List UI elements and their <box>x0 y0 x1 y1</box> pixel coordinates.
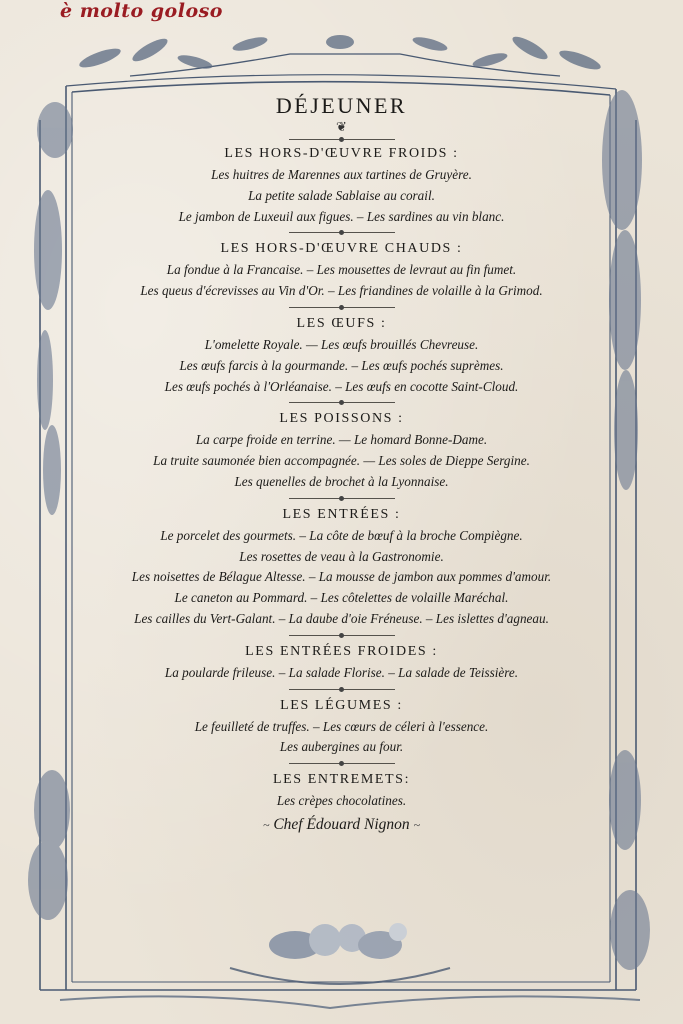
menu-item: Le porcelet des gourmets. – La côte de bœuf à la broche Compiègne. <box>160 527 523 543</box>
menu-item: La petite salade Sablaise au corail. <box>248 187 435 203</box>
flourish-icon: ❦ <box>336 119 347 134</box>
menu-item: Les quenelles de brochet à la Lyonnaise. <box>234 473 449 489</box>
section-items <box>80 260 603 302</box>
menu-item: La carpe froide en terrine. — Le homard Bonne-Dame. <box>195 432 488 448</box>
section-heading: LES POISSONS : <box>279 411 404 427</box>
menu-section <box>80 314 603 397</box>
divider <box>80 227 603 239</box>
section-items <box>80 335 603 397</box>
menu-item: Les aubergines au four. <box>279 739 404 755</box>
menu-item: L'omelette Royale. — Les œufs brouillés Chevreuse. <box>204 336 479 352</box>
section-items <box>80 165 603 227</box>
menu-item: Le caneton au Pommard. – Les côtelettes de volaille Maréchal. <box>174 590 509 606</box>
menu-content <box>80 88 603 836</box>
divider <box>80 684 603 696</box>
section-items <box>80 430 603 492</box>
section-items <box>80 717 603 759</box>
watermark-text: è molto goloso <box>60 0 223 22</box>
menu-section <box>80 144 603 227</box>
menu-item: Le jambon de Luxeuil aux figues. – Les sardines au vin blanc. <box>178 208 505 224</box>
section-heading: LES LÉGUMES : <box>280 697 403 713</box>
menu-section <box>80 239 603 302</box>
menu-item: Les cailles du Vert-Galant. – La daube d'oie Fréneuse. – Les islettes d'agneau. <box>134 610 549 626</box>
section-heading: LES HORS-D'ŒUVRE FROIDS : <box>224 146 459 161</box>
menu-section <box>80 770 603 812</box>
divider <box>80 758 603 770</box>
menu-item: Les huitres de Marennes aux tartines de Gruyère. <box>211 167 472 182</box>
chef-signature <box>80 814 603 836</box>
menu-sections <box>80 144 603 812</box>
menu-item: Les noisettes de Bélague Altesse. – La mousse de jambon aux pommes d'amour. <box>131 569 552 585</box>
menu-item: Les rosettes de veau à la Gastronomie. <box>239 548 444 564</box>
divider <box>80 493 603 505</box>
menu-item: Les crèpes chocolatines. <box>276 793 407 809</box>
laurel-leaves <box>77 33 602 73</box>
section-items <box>80 526 603 630</box>
menu-item: Les queus d'écrevisses au Vin d'Or. – Les friandines de volaille à la Grimod. <box>140 283 543 299</box>
menu-item: Les œufs pochés à l'Orléanaise. – Les œufs en cocotte Saint-Cloud. <box>164 378 519 394</box>
menu-item: La truite saumonée bien accompagnée. — Les soles de Dieppe Sergine. <box>153 453 530 469</box>
menu-item: Le feuilleté de truffes. – Les cœurs de céleri à l'essence. <box>194 718 489 734</box>
divider <box>80 134 603 146</box>
flourish-right-icon: ~ <box>413 817 421 832</box>
flourish-left-icon: ~ <box>262 817 270 832</box>
divider <box>80 302 603 314</box>
menu-item: La fondue à la Francaise. – Les mousettes de levraut au fin fumet. <box>166 262 517 278</box>
menu-section <box>80 409 603 492</box>
menu-item: La poularde frileuse. – La salade Florise. – La salade de Teissière. <box>164 664 519 680</box>
menu-item: Les œufs farcis à la gourmande. – Les œufs pochés suprèmes. <box>179 357 504 373</box>
menu-section <box>80 696 603 759</box>
section-heading: LES ŒUFS : <box>296 315 387 331</box>
menu-section <box>80 642 603 684</box>
right-hanging-garland <box>602 90 650 970</box>
chef-name: Chef Édouard Nignon <box>273 815 410 833</box>
section-items <box>80 791 603 812</box>
divider <box>80 397 603 409</box>
menu-title: DÉJEUNER <box>275 93 408 118</box>
birds-nest-ornament <box>60 923 640 1008</box>
section-heading: LES HORS-D'ŒUVRE CHAUDS : <box>220 241 463 257</box>
title-ornament <box>80 120 603 144</box>
section-heading: LES ENTRÉES FROIDES : <box>245 643 438 659</box>
section-heading: LES ENTRÉES : <box>282 506 401 522</box>
divider <box>80 630 603 642</box>
section-heading: LES ENTREMETS: <box>272 772 411 788</box>
section-items <box>80 663 603 684</box>
menu-section <box>80 505 603 630</box>
